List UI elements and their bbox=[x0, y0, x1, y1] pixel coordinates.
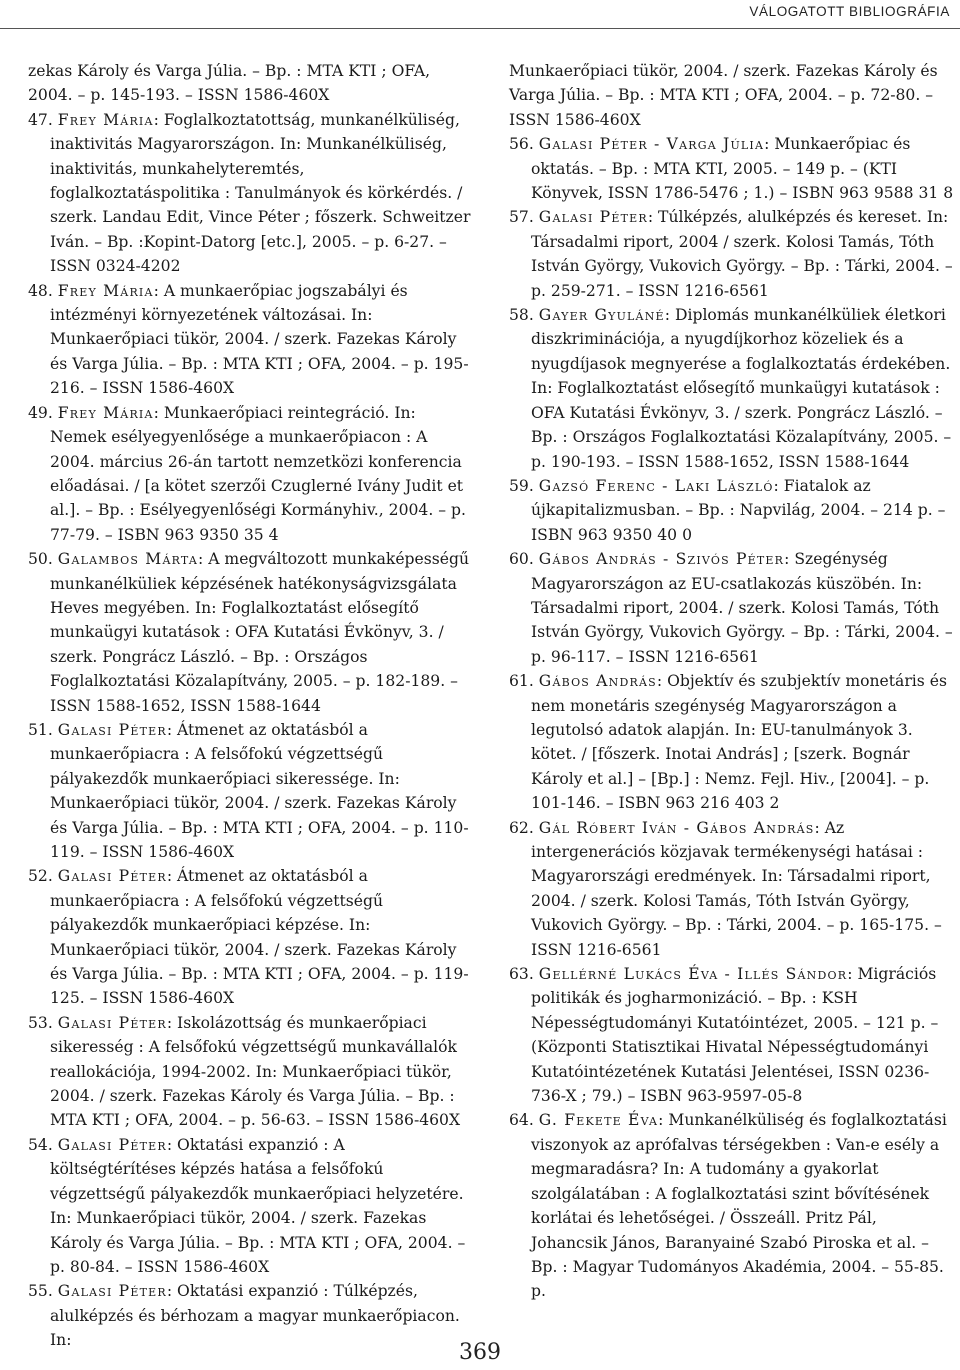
entry-author: Frey Mária bbox=[57, 110, 154, 129]
entry-text: : Szegénység Magyarországon az EU-csatlakozás küszöbén. In: Társadalmi riport, 2004. / szerk. Kolosi Tamás, Tóth István György, Vukovich György. – Bp. : Tárki, 2004. – p. 96-117. – ISSN 1216-6561 bbox=[531, 550, 953, 666]
bib-entry bbox=[28, 279, 474, 401]
entry-text: : Objektív és szubjektív monetáris és nem monetáris szegénység Magyarországon a legutolsó adatok alapján. In: EU-tanulmányok 3. kötet. / [főszerk. Inotai András] ; [szerk. Bognár Károly et al.] – [Bp.] : Nemz. Fejl. Hiv., [2004]. – p. 101-146. – ISBN 963 216 403 2 bbox=[531, 672, 947, 813]
entry-author: Galambos Márta bbox=[57, 550, 198, 569]
entry-number: 54. bbox=[28, 1135, 53, 1154]
entry-text: : Túlképzés, alulképzés és kereset. In: Társadalmi riport, 2004 / szerk. Kolosi Tamás, Tóth István György, Vukovich György. – Bp. : Tárki, 2004. – p. 259-271. – ISSN 1216-6561 bbox=[531, 208, 953, 300]
entry-text: : Munkanélküliség és foglalkoztatási viszonyok az aprófalvas térségekben : Van-e esély a megmaradásra? In: A tudomány a gyakorlat szolgálatában : A foglalkoztatási szint bővítésének korlátai és lehetőségei. / Összeáll. Pritz Pál, Johancsik János, Baranyainé Szabó Piroska et al. – Bp. : Magyar Tudományos Akadémia, 2004. – 55-85. p. bbox=[531, 1111, 947, 1301]
entry-text: : Diplomás munkanélküliek életkori diszkriminációja, a nyugdíjkorhoz közeliek és a nyugdíjasok megnyerése a foglalkoztatás érdekében. In: Foglalkoztatást elősegítő munkaügyi kutatások : OFA Kutatási Évkönyv, 3. / szerk. Pongrácz László. – Bp. : Országos Foglalkoztatási Közalapítvány, 2005. – p. 190-193. – ISSN 1588-1652, ISSN 1588-1644 bbox=[531, 306, 952, 471]
entry-author: Gazsó Ferenc - Laki László bbox=[538, 476, 774, 495]
entry-text: : Oktatási expanzió : A költségtérítéses képzés hatása a felsőfokú végzettségű pályakezdők munkaerőpiaci helyzetére. In: Munkaerőpiaci tükör, 2004. / szerk. Fazekas Károly és Varga Júlia. – Bp. : MTA KTI ; OFA, 2004. – p. 80-84. – ISSN 1586-460X bbox=[50, 1135, 466, 1276]
entry-text: : A megváltozott munkaképességű munkanélküliek képzésének hatékonyságvizsgálata Heves megyében. In: Foglalkoztatást elősegítő munkaügyi kutatások : OFA Kutatási Évkönyv, 3. / szerk. Pongrácz László. – Bp. : Országos Foglalkoztatási Közalapítvány, 2005. – p. 182-189. – ISSN 1588-1652, ISSN 1588-1644 bbox=[50, 550, 470, 715]
entry-text: : Munkaerőpiac és oktatás. – Bp. : MTA KTI, 2005. – 149 p. – (KTI Könyvek, ISSN 1786-5476 ; 1.) – ISBN 963 9588 31 8 bbox=[531, 135, 954, 203]
entry-number: 61. bbox=[509, 672, 534, 691]
entry-text: : Az intergenerációs közjavak termékenységi hatásai : Magyarországi eredmények. In: Társadalmi riport, 2004. / szerk. Kolosi Tamás, Tóth István György, Vukovich György. – Bp. : Tárki, 2004. – p. 165-175. – ISSN 1216-6561 bbox=[531, 818, 942, 959]
bib-entry bbox=[509, 1108, 955, 1303]
entry-author: Gál Róbert Iván - Gábos András bbox=[538, 818, 815, 837]
left-column bbox=[28, 59, 474, 1353]
entry-author: Galasi Péter - Varga Júlia bbox=[538, 135, 765, 154]
entry-text: : Oktatási expanzió : Túlképzés, alulképzés és bérhozam a magyar munkaerőpiacon. In: bbox=[50, 1282, 460, 1350]
bib-entry bbox=[509, 547, 955, 669]
running-title: VÁLOGATOTT BIBLIOGRÁFIA bbox=[749, 4, 950, 19]
entry-text: : A munkaerőpiac jogszabályi és intézményi környezetének változásai. In: Munkaerőpiaci tükör, 2004. / szerk. Fazekas Károly és Varga Júlia. – Bp. : MTA KTI ; OFA, 2004. – p. 195-216. – ISSN 1586-460X bbox=[50, 281, 469, 398]
bib-entry bbox=[509, 303, 955, 474]
entry-text: : Migrációs politikák és jogharmonizáció. – Bp. : KSH Népességtudományi Kutatóintézet, 2005. – 121 p. – (Központi Statisztikai Hivatal Népességtudományi Kutatóintézetének Kutatási Jelentései, ISSN 0236-736-X ; 79.) – ISBN 963-9597-05-8 bbox=[531, 965, 939, 1106]
page-number: 369 bbox=[459, 1340, 501, 1365]
right-column bbox=[509, 59, 955, 1304]
entry-text: : Munkaerőpiaci reintegráció. In: Nemek esélyegyenlősége a munkaerőpiacon : A 2004. március 26-án tartott nemzetközi konferencia előadásai. / [a kötet szerzői Czuglerné Ivány Judit et al.]. – Bp. : Esélyegyenlőségi Kormányhiv., 2004. – p. 77-79. – ISBN 963 9350 35 4 bbox=[50, 403, 466, 544]
entry-number: 59. bbox=[509, 476, 534, 495]
entry-author: Galasi Péter bbox=[57, 1282, 167, 1301]
bib-entry bbox=[28, 1133, 474, 1279]
entry-number: 60. bbox=[509, 550, 534, 569]
entry-number: 47. bbox=[28, 110, 53, 129]
entry-text: Munkaerőpiaci tükör, 2004. / szerk. Fazekas Károly és Varga Júlia. – Bp. : MTA KTI ; OFA, 2004. – p. 72-80. – ISSN 1586-460X bbox=[509, 62, 938, 129]
entry-number: 64. bbox=[509, 1111, 534, 1130]
bib-entry bbox=[28, 864, 474, 1010]
entry-number: 48. bbox=[28, 281, 53, 300]
entry-author: Galasi Péter bbox=[57, 720, 167, 739]
entry-author: Gábos András - Szivós Péter bbox=[538, 550, 785, 569]
entry-number: 49. bbox=[28, 403, 53, 422]
entry-number: 57. bbox=[509, 208, 534, 227]
entry-author: Gábos András bbox=[538, 672, 657, 691]
entry-number: 52. bbox=[28, 867, 53, 886]
entry-author: Gellérné Lukács Éva - Illés Sándor bbox=[538, 965, 848, 984]
entry-number: 56. bbox=[509, 135, 534, 154]
bib-entry bbox=[509, 474, 955, 547]
entry-author: Galasi Péter bbox=[538, 208, 648, 227]
entry-number: 50. bbox=[28, 550, 53, 569]
bib-entry bbox=[509, 669, 955, 815]
entry-author: Frey Mária bbox=[57, 403, 154, 422]
entry-text: : Foglalkoztatottság, munkanélküliség, inaktivitás Magyarországon. In: Munkanélküliség, inaktivitás, munkahelyteremtés, foglalkoztatáspolitika : Tanulmányok és körkérdés. / szerk. Landau Edit, Vince Péter ; főszerk. Schweitzer Iván. – Bp. :Kopint-Datorg [etc.], 2005. – p. 6-27. – ISSN 0324-4202 bbox=[50, 110, 471, 276]
entry-author: Gayer Gyuláné bbox=[538, 306, 665, 325]
entry-text: : Átmenet az oktatásból a munkaerőpiacra : A felsőfokú végzettségű pályakezdők munkaerőpiaci képzése. In: Munkaerőpiaci tükör, 2004. / szerk. Fazekas Károly és Varga Júlia. – Bp. : MTA KTI ; OFA, 2004. – p. 119-125. – ISSN 1586-460X bbox=[50, 867, 469, 1008]
bib-entry bbox=[28, 401, 474, 547]
bib-entry-continued bbox=[28, 59, 474, 108]
entry-number: 62. bbox=[509, 818, 534, 837]
entry-text: zekas Károly és Varga Júlia. – Bp. : MTA KTI ; OFA, 2004. – p. 145-193. – ISSN 1586-460X bbox=[28, 62, 431, 105]
bib-entry bbox=[509, 816, 955, 962]
entry-number: 53. bbox=[28, 1013, 53, 1032]
bib-entry bbox=[28, 547, 474, 718]
bib-entry bbox=[509, 132, 955, 205]
entry-author: Frey Mária bbox=[57, 281, 154, 300]
entry-text: : Átmenet az oktatásból a munkaerőpiacra : A felsőfokú végzettségű pályakezdők munkaerőpiaci sikeressége. In: Munkaerőpiaci tükör, 2004. / szerk. Fazekas Károly és Varga Júlia. – Bp. : MTA KTI ; OFA, 2004. – p. 110-119. – ISSN 1586-460X bbox=[50, 720, 469, 861]
entry-author: Galasi Péter bbox=[57, 1013, 167, 1032]
header-rule bbox=[0, 28, 960, 29]
bib-entry bbox=[28, 718, 474, 864]
entry-text: : Iskolázottság és munkaerőpiaci sikeresség : A felsőfokú végzettségű munkavállalók reallokációja, 1994-2002. In: Munkaerőpiaci tükör, 2004. / szerk. Fazekas Károly és Varga Júlia. – Bp. : MTA KTI ; OFA, 2004. – p. 56-63. – ISSN 1586-460X bbox=[50, 1013, 461, 1130]
entry-author: Galasi Péter bbox=[57, 1135, 167, 1154]
bib-entry bbox=[28, 108, 474, 279]
entry-author: G. Fekete Éva bbox=[538, 1111, 659, 1130]
bib-entry-continued bbox=[509, 59, 955, 132]
entry-author: Galasi Péter bbox=[57, 867, 167, 886]
bib-entry bbox=[28, 1011, 474, 1133]
bib-entry bbox=[509, 962, 955, 1108]
entry-number: 55. bbox=[28, 1282, 53, 1301]
entry-number: 51. bbox=[28, 720, 53, 739]
entry-number: 63. bbox=[509, 965, 534, 984]
entry-number: 58. bbox=[509, 306, 534, 325]
entry-text: : Fiatalok az újkapitalizmusban. – Bp. : Napvilág, 2004. – 214 p. – ISBN 963 9350 40 0 bbox=[531, 476, 946, 544]
bib-entry bbox=[509, 205, 955, 303]
